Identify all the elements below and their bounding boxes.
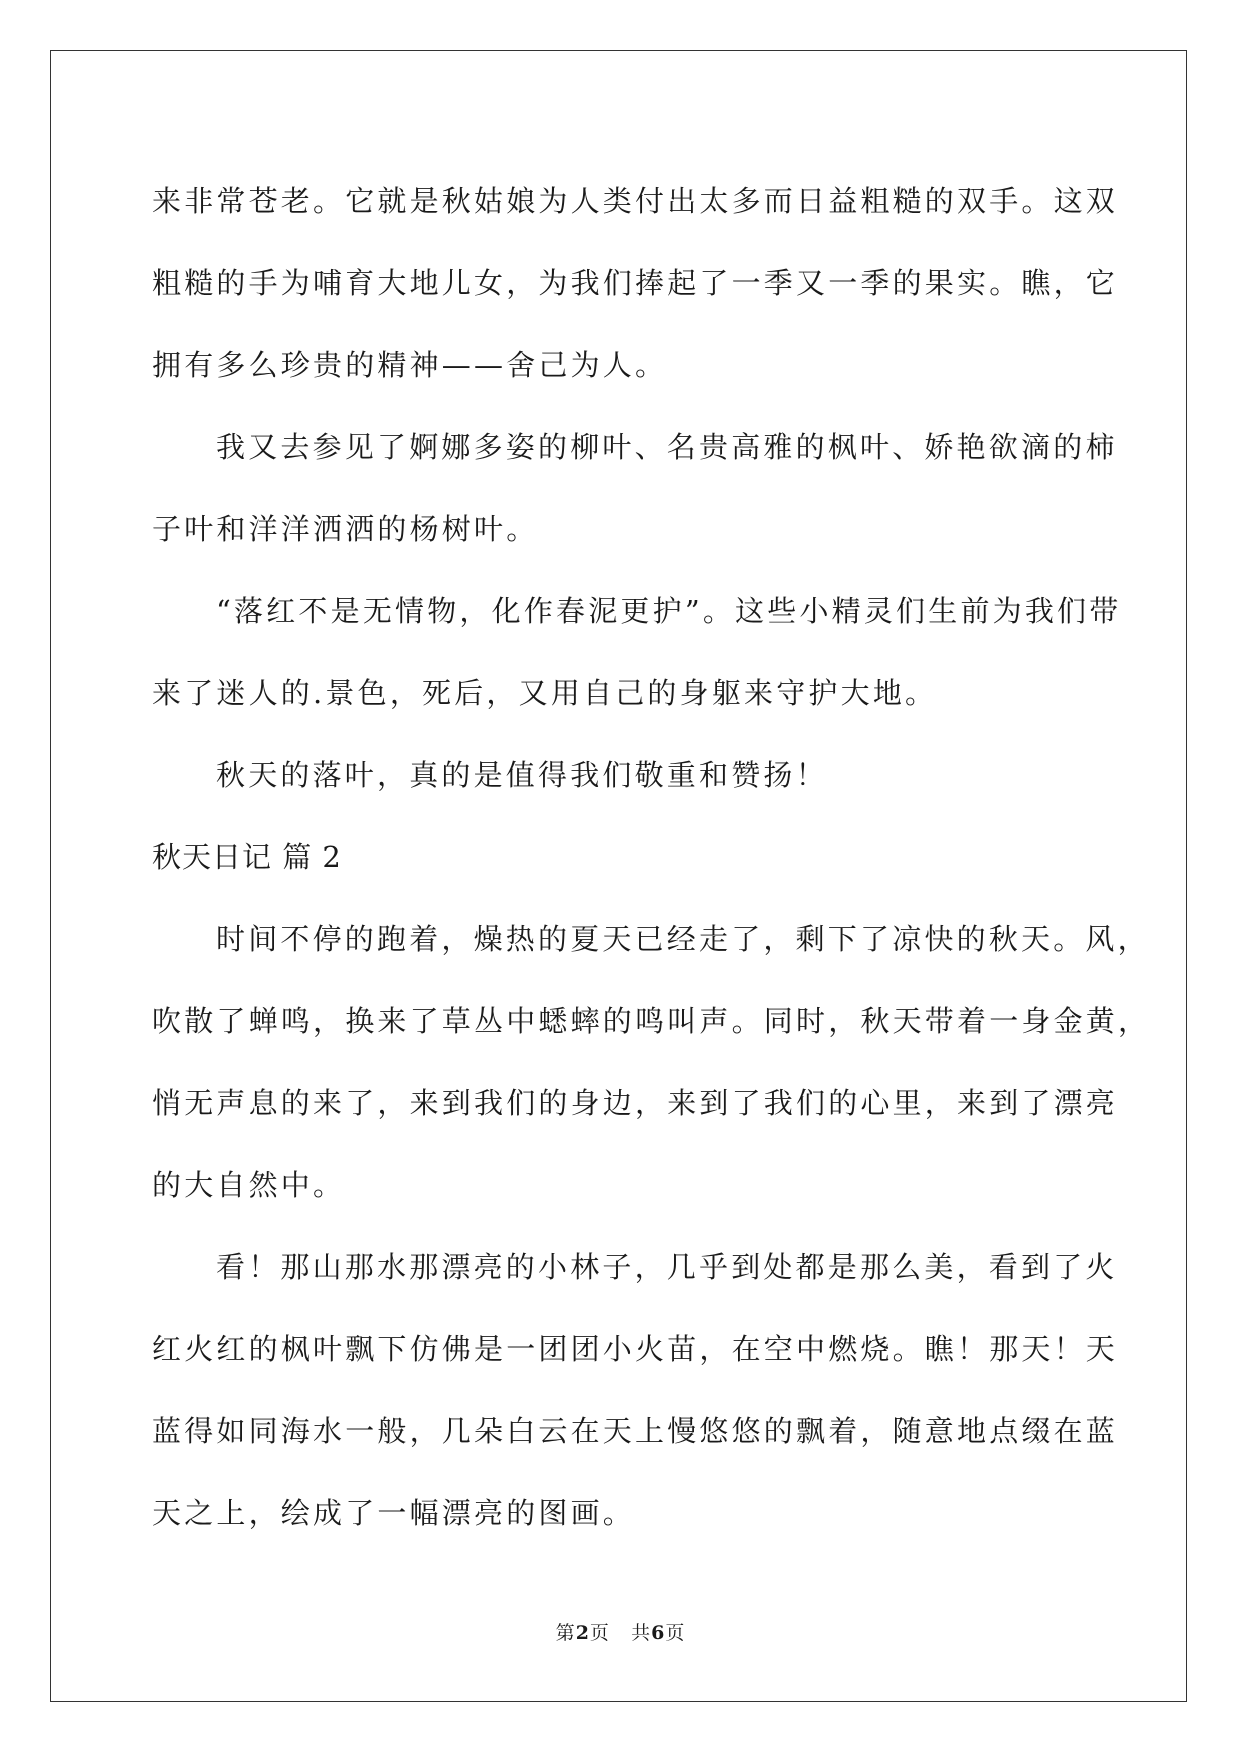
- footer-total-pages: 6: [651, 1622, 666, 1644]
- document-body: [152, 160, 1151, 1554]
- text-line: 蓝得如同海水一般，几朵白云在天上慢悠悠的飘着，随意地点缀在蓝: [152, 1414, 1119, 1448]
- text-line: 看！那山那水那漂亮的小林子，几乎到处都是那么美，看到了火: [216, 1250, 1118, 1284]
- text-line: 粗糙的手为哺育大地儿女，为我们捧起了一季又一季的果实。瞧，它: [152, 266, 1119, 300]
- text-line: 来非常苍老。它就是秋姑娘为人类付出太多而日益粗糙的双手。这双: [152, 184, 1119, 218]
- page-footer: [0, 1618, 1241, 1645]
- text-line: 秋天的落叶，真的是值得我们敬重和赞扬！: [216, 758, 828, 792]
- footer-total-suffix: 页: [665, 1622, 686, 1644]
- footer-prefix: 第: [555, 1622, 576, 1644]
- text-line: 来了迷人的.景色，死后，又用自己的身躯来守护大地。: [152, 676, 938, 710]
- text-line: 时间不停的跑着，燥热的夏天已经走了，剩下了凉快的秋天。风，: [216, 922, 1150, 956]
- text-line: 悄无声息的来了，来到我们的身边，来到了我们的心里，来到了漂亮: [152, 1086, 1119, 1120]
- text-line: 的大自然中。: [152, 1168, 346, 1202]
- text-line: “落红不是无情物，化作春泥更护”。这些小精灵们生前为我们带: [216, 594, 1122, 628]
- text-line: 拥有多么珍贵的精神——舍己为人。: [152, 348, 668, 382]
- text-line: 红火红的枫叶飘下仿佛是一团团小火苗，在空中燃烧。瞧！那天！天: [152, 1332, 1119, 1366]
- footer-page-suffix: 页: [589, 1622, 610, 1644]
- text-line: 天之上，绘成了一幅漂亮的图画。: [152, 1496, 636, 1530]
- section-heading: 秋天日记 篇 2: [152, 840, 342, 874]
- footer-total-prefix: 共: [631, 1622, 652, 1644]
- footer-page-number: 2: [575, 1622, 590, 1644]
- text-line: 子叶和洋洋洒洒的杨树叶。: [152, 512, 539, 546]
- text-line: 吹散了蝉鸣，换来了草丛中蟋蟀的鸣叫声。同时，秋天带着一身金黄，: [152, 1004, 1151, 1038]
- text-line: 我又去参见了婀娜多姿的柳叶、名贵高雅的枫叶、娇艳欲滴的柿: [216, 430, 1118, 464]
